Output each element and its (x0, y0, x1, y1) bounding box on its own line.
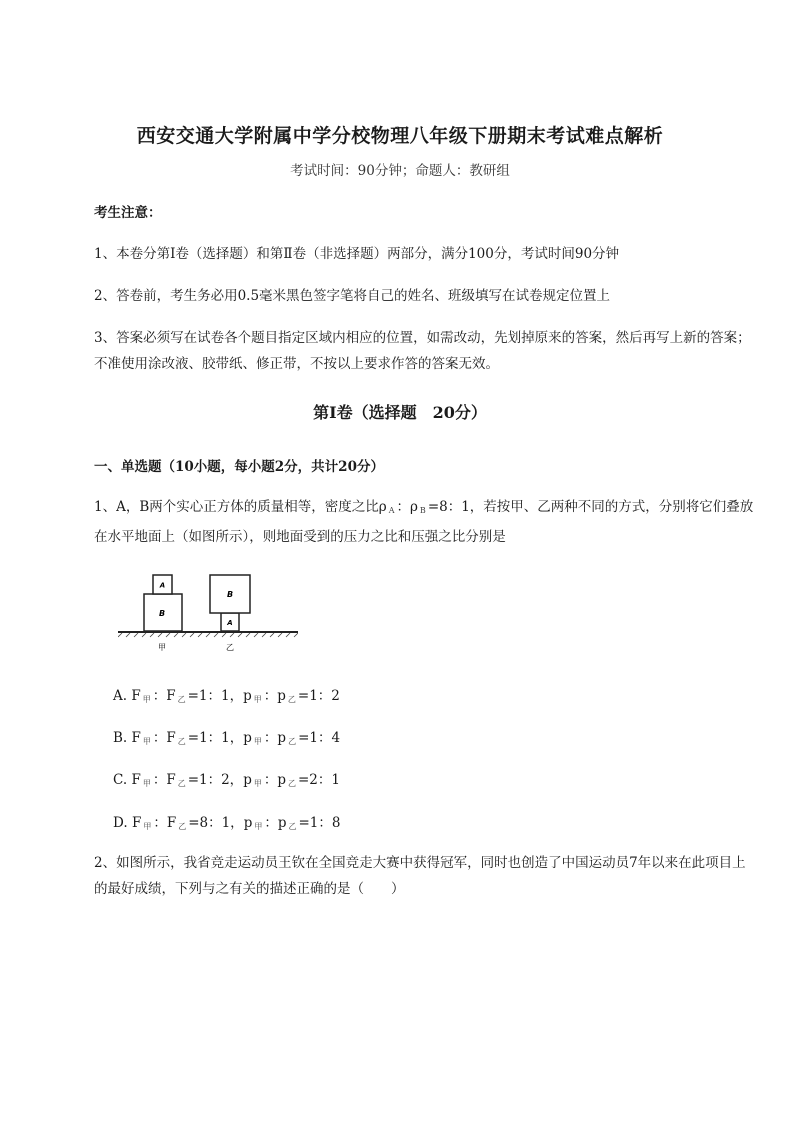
q1-option-a[interactable] (113, 685, 340, 711)
force-ratio: =1：2， (187, 772, 244, 788)
colon: ： (264, 815, 278, 831)
force-symbol: F (166, 772, 176, 788)
q1-option-c[interactable] (113, 769, 340, 795)
pressure-symbol: p (243, 772, 252, 788)
colon: ： (263, 772, 278, 788)
sub-yi: 乙 (177, 737, 186, 746)
pressure-symbol: p (277, 815, 287, 831)
force-ratio: =8：1， (188, 815, 244, 831)
figure-label-jia: 甲 (158, 643, 166, 652)
stacking-figure (118, 570, 298, 654)
q1-stem-part-c: =8：1，若按甲、乙两种不同的方式，分别将它们叠放在水平地面上（如图所示），则地面受到的压力之比和压强之比分别是 (94, 499, 754, 545)
question-2-stem: 2、如图所示，我省竞走运动员王钦在全国竞走大赛中获得冠军，同时也创造了中国运动员7年以来在此项目上的最好成绩，下列与之有关的描述正确的是（ ） (94, 855, 746, 897)
force-symbol: F (166, 730, 176, 746)
sub-jia: 甲 (253, 779, 262, 788)
question-1-stem (94, 494, 754, 550)
ground-hatching (118, 633, 298, 637)
force-ratio: =1：1， (187, 730, 244, 746)
q1-sub-a: A (388, 506, 395, 515)
sub-jia: 甲 (143, 822, 152, 831)
pressure-ratio: =1：2 (297, 688, 340, 704)
notice-heading: 考生注意： (94, 205, 162, 221)
sub-yi: 乙 (178, 822, 187, 831)
force-symbol: F (166, 688, 176, 704)
sub-yi: 乙 (177, 779, 186, 788)
pressure-symbol: p (243, 688, 252, 704)
exam-subtitle: 考试时间：90分钟；命题人：教研组 (290, 163, 510, 179)
section-title: 第I卷（选择题 20分） (313, 403, 487, 422)
jia-block-a-label: A (159, 581, 166, 590)
pressure-symbol: p (243, 730, 252, 746)
force-symbol: F (166, 815, 177, 831)
sub-yi: 乙 (288, 737, 297, 746)
notice-item-3: 3、答案必须写在试卷各个题目指定区域内相应的位置，如需改动，先划掉原来的答案，然后再写上新的答案；不准使用涂改液、胶带纸、修正带，不按以上要求作答的答案无效。 (94, 330, 751, 372)
sub-jia: 甲 (142, 779, 151, 788)
q1-option-d[interactable] (113, 812, 341, 838)
sub-jia: 甲 (254, 822, 263, 831)
force-symbol: F (131, 688, 141, 704)
pressure-symbol: p (277, 688, 286, 704)
yi-block-a-label: A (227, 619, 233, 627)
exam-title: 西安交通大学附属中学分校物理八年级下册期末考试难点解析 (136, 125, 664, 147)
jia-block-b-label: B (158, 609, 166, 618)
yi-block-b-label: B (226, 590, 234, 599)
force-symbol: F (131, 815, 142, 831)
pressure-ratio: =1：8 (298, 815, 341, 831)
q1-sub-b: B (419, 506, 426, 515)
option-letter: C. (113, 772, 128, 788)
sub-jia: 甲 (253, 695, 262, 704)
colon: ： (153, 815, 167, 831)
force-symbol: F (131, 772, 141, 788)
pressure-symbol: p (243, 815, 253, 831)
notice-item-2: 2、答卷前，考生务必用0.5毫米黑色签字笔将自己的姓名、班级填写在试卷规定位置上 (94, 288, 611, 304)
colon: ： (152, 772, 167, 788)
q1-option-b[interactable] (113, 727, 340, 753)
force-ratio: =1：1， (187, 688, 244, 704)
option-letter: B. (113, 730, 128, 746)
pressure-ratio: =1：4 (298, 730, 341, 746)
force-symbol: F (131, 730, 141, 746)
q1-stem-part-a: 1、A，B两个实心正方体的质量相等，密度之比ρ (94, 499, 387, 515)
part-heading: 一、单选题（10小题，每小题2分，共计20分） (94, 459, 384, 475)
sub-jia: 甲 (142, 695, 151, 704)
pressure-symbol: p (277, 772, 286, 788)
notice-item-1: 1、本卷分第I卷（选择题）和第Ⅱ卷（非选择题）两部分，满分100分，考试时间90分钟 (94, 246, 620, 262)
colon: ： (263, 688, 278, 704)
colon: ： (263, 730, 278, 746)
option-letter: A. (113, 688, 128, 704)
figure-label-yi: 乙 (226, 643, 234, 652)
q1-stem-part-b: ：ρ (396, 499, 418, 515)
colon: ： (152, 730, 167, 746)
sub-yi: 乙 (288, 822, 297, 831)
sub-yi: 乙 (177, 695, 186, 704)
sub-jia: 甲 (142, 737, 151, 746)
colon: ： (152, 688, 167, 704)
pressure-symbol: p (277, 730, 287, 746)
sub-jia: 甲 (253, 737, 262, 746)
sub-yi: 乙 (288, 779, 296, 788)
option-letter: D. (113, 815, 128, 831)
pressure-ratio: =2：1 (298, 772, 340, 788)
sub-yi: 乙 (287, 695, 296, 704)
